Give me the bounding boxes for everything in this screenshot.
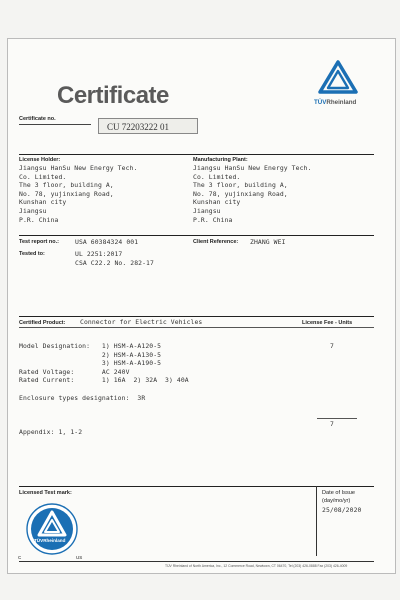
footer-divider bbox=[19, 561, 374, 562]
section-divider-product bbox=[19, 316, 374, 317]
date-format-label: (day/mo/yr) bbox=[322, 498, 351, 504]
section-divider-bottom bbox=[19, 486, 374, 487]
test-mark-c-label: C bbox=[18, 555, 22, 560]
certified-product-label: Certified Product: bbox=[19, 320, 66, 326]
tuv-triangle-logo-icon bbox=[318, 60, 358, 94]
certified-product-value: Connector for Electric Vehicles bbox=[80, 318, 203, 326]
test-report-label: Test report no.: bbox=[19, 239, 59, 245]
tested-to-standards: UL 2251:2017 CSA C22.2 No. 282-17 bbox=[75, 250, 154, 267]
licensed-test-mark-label: Licensed Test mark: bbox=[19, 490, 72, 496]
section-divider-top bbox=[19, 154, 374, 155]
license-holder-address: Jiangsu HanSu New Energy Tech. Co. Limited. The 3 floor, building A, No. 78, yujinxiang Road, Kunshan city Jiangsu P.R. China bbox=[19, 164, 138, 224]
license-holder-label: License Holder: bbox=[19, 157, 61, 163]
client-reference-value: ZHANG WEI bbox=[250, 238, 286, 246]
license-fee-units-2: 7 bbox=[330, 420, 334, 428]
fee-divider bbox=[317, 418, 357, 419]
test-mark-brand-text: TÜVRheinland bbox=[34, 538, 66, 543]
date-of-issue-label: Date of Issue bbox=[322, 490, 355, 496]
manufacturing-plant-label: Manufacturing Plant: bbox=[193, 157, 248, 163]
product-header-underline bbox=[19, 327, 374, 328]
tuv-test-mark-icon bbox=[26, 503, 78, 555]
manufacturing-plant-address: Jiangsu HanSu New Energy Tech. Co. Limited. The 3 floor, building A, No. 78, yujinxiang Road, Kunshan city Jiangsu P.R. China bbox=[193, 164, 312, 224]
date-of-issue-value: 25/08/2020 bbox=[322, 506, 362, 514]
product-details: Model Designation: 1) HSM-A-A120-5 2) HSM-A-A130-5 3) HSM-A-A190-5 Rated Voltage: AC 240V Rated Current: 1) 16A 2) 32A 3) 40A Enclosure types designation: 3R Appendix: 1, 1-2 bbox=[19, 342, 189, 436]
tuv-brand-text: TÜVRheinland bbox=[314, 99, 357, 106]
certificate-number: CU 72203222 01 bbox=[98, 118, 198, 134]
license-fee-units-1: 7 bbox=[330, 342, 334, 350]
client-reference-label: Client Reference: bbox=[193, 239, 239, 245]
license-fee-label: License Fee - Units bbox=[302, 320, 353, 326]
footer-address: TÜV Rheinland of North America, Inc., 12 Commerce Road, Newtown, CT 06470, Tel (203) 426-0888 Fax (203) 426-4009 bbox=[165, 564, 348, 568]
certificate-no-underline bbox=[19, 124, 91, 125]
tested-to-label: Tested to: bbox=[19, 251, 45, 257]
page-title: Certificate bbox=[57, 82, 169, 109]
test-mark-us-label: US bbox=[76, 555, 83, 560]
section-divider-middle bbox=[19, 235, 374, 236]
certificate-no-label: Certificate no. bbox=[19, 116, 56, 122]
test-report-value: USA 60384324 001 bbox=[75, 238, 139, 246]
date-column-divider bbox=[316, 486, 317, 556]
